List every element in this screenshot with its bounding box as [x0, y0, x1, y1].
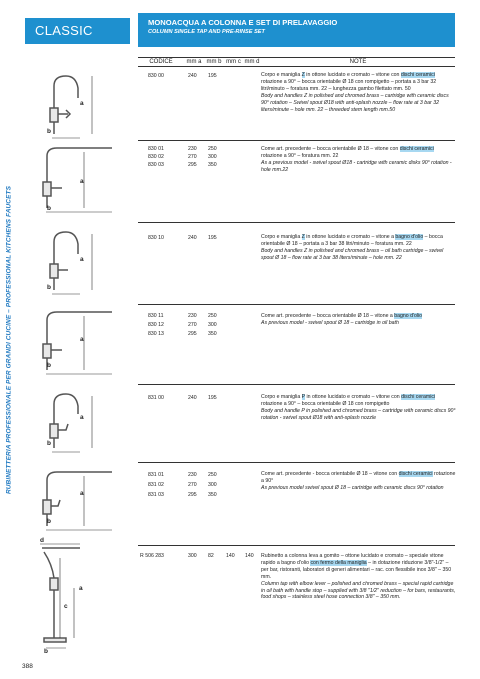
a-cell: 295 [188, 492, 197, 498]
col-header-code: CODICE [138, 57, 184, 67]
code-cell: 830 13 [148, 331, 164, 337]
row-separator [138, 304, 455, 305]
dim-label-c: c [64, 603, 68, 610]
a-cell: 230 [188, 313, 197, 319]
b-cell: 250 [208, 313, 217, 319]
code-cell: R 506 283 [140, 553, 164, 559]
col-header-b: mm b [204, 57, 224, 67]
row-separator [138, 140, 455, 141]
faucet-drawing-831-01 [22, 466, 122, 534]
page-title: MONOACQUA A COLONNA E SET DI PRELAVAGGIO [148, 18, 338, 27]
note-english: Column tap with elbow lever – polished and chromed brass – special rapid cartridge in oil bath with handle stop – supplied with 3/8 "1/2" reduction – for bars, restaurants, food shops – stainless steel hose connection 3/8" – 350 mm. [261, 580, 456, 601]
note-highlight: Z [301, 234, 305, 240]
c-cell: 140 [226, 553, 235, 559]
dim-label-a: a [80, 490, 84, 497]
code-cell: 830 02 [148, 154, 164, 160]
code-cell: 830 12 [148, 322, 164, 328]
faucet-drawing-R506283 [22, 538, 122, 658]
page-subtitle: COLUMN SINGLE TAP AND PRE-RINSE SET [148, 29, 265, 35]
code-cell: 830 11 [148, 313, 164, 319]
dim-label-a: a [80, 336, 84, 343]
a-cell: 230 [188, 472, 197, 478]
col-header-d: mm d [244, 59, 260, 65]
note-cell [261, 313, 456, 327]
note-text: Come art. precedente - bocca orientabile Ø 18 – vitone con [261, 471, 399, 477]
dim-label-a: a [80, 414, 84, 421]
dim-label-b: b [47, 440, 51, 447]
b-cell: 195 [208, 395, 217, 401]
note-text: in ottone lucidato e cromato – vitone con [304, 72, 401, 78]
faucet-drawing-831-00 [22, 388, 122, 456]
b-cell: 350 [208, 331, 217, 337]
row-separator [138, 222, 455, 223]
note-highlight: dischi ceramici [400, 72, 435, 78]
b-cell: 195 [208, 235, 217, 241]
note-highlight: P [301, 394, 306, 400]
note-text: in ottone lucidato e cromato – vitone a [304, 234, 396, 240]
faucet-drawing-830-00 [22, 68, 122, 140]
row-separator [138, 384, 455, 385]
note-text: rotazione a 90° – bocca orientabile Ø 18 con rompigetto [261, 400, 390, 407]
a-cell: 270 [188, 482, 197, 488]
note-highlight: dischi ceramici [398, 471, 433, 477]
faucet-drawing-830-10 [22, 226, 122, 298]
dim-label-a: a [80, 178, 84, 185]
row-separator [138, 462, 455, 463]
b-cell: 250 [208, 146, 217, 152]
note-highlight: dischi ceramici [399, 146, 434, 152]
note-text: in ottone lucidato e cromato – vitone con [305, 394, 402, 400]
code-cell: 831 03 [148, 492, 164, 498]
faucet-drawing-830-11 [22, 306, 122, 378]
note-cell [261, 553, 456, 601]
faucet-drawing-830-01 [22, 142, 122, 217]
a-cell: 240 [188, 235, 197, 241]
a-cell: 240 [188, 395, 197, 401]
note-cell [261, 146, 456, 174]
a-cell: 240 [188, 73, 197, 79]
header-band [138, 13, 455, 47]
dim-label-b: b [47, 518, 51, 525]
note-highlight: Z [301, 72, 305, 78]
code-cell: 830 00 [148, 73, 164, 79]
note-text: rotazione a 90° – foratura mm. 22 [261, 152, 339, 159]
note-highlight: bagno d'olio [394, 313, 423, 319]
note-cell [261, 234, 456, 262]
dim-label-b: b [47, 362, 51, 369]
row-separator [138, 545, 455, 546]
b-cell: 350 [208, 492, 217, 498]
col-header-a: mm a [184, 57, 204, 67]
code-cell: 830 03 [148, 162, 164, 168]
note-text: Come art. precedente – bocca orientabile Ø 18 – vitone a [261, 313, 395, 319]
code-cell: 830 01 [148, 146, 164, 152]
dim-label-b: b [44, 648, 48, 655]
note-highlight: bagno d'olio [395, 234, 424, 240]
dim-label-b: b [47, 284, 51, 291]
a-cell: 300 [188, 553, 197, 559]
b-cell: 300 [208, 482, 217, 488]
col-header-note: NOTE [261, 57, 455, 67]
note-highlight: dischi ceramici [401, 394, 436, 400]
note-english: As a previous model - swivel spout Ø18 - cartridge with ceramic disks 90° rotation - hole mm.22 [261, 159, 452, 173]
dim-label-d: d [40, 537, 44, 544]
code-cell: 831 00 [148, 395, 164, 401]
note-text: Rubinetto a colonna leva a gomito – ottone lucidato e cromato – speciale vitone rapido a bagno d'olio [261, 553, 444, 566]
note-text: Corpo e maniglia [261, 72, 302, 78]
table-top-rule [138, 57, 455, 58]
note-english: Body and handles Z in polished and chromed brass – cartridge with ceramic discs 90° rotation – Swivel spout Ø18 with anti-splash nozzle – flow rate at 3 bar 32 liters/minute – hole mm. 22 – threeded stem length mm.50 [261, 92, 449, 113]
brand-label: CLASSIC [25, 18, 130, 44]
dim-label-b: b [47, 128, 51, 135]
note-english: As previous model - swivel spout Ø 18 – cartridge in oil bath [261, 319, 399, 326]
a-cell: 230 [188, 146, 197, 152]
d-cell: 140 [245, 553, 254, 559]
page-number: 388 [22, 663, 33, 670]
dim-label-a: a [80, 100, 84, 107]
note-cell [261, 471, 456, 492]
note-cell [261, 394, 456, 422]
dim-label-a: a [79, 585, 83, 592]
note-english: Body and handle P in polished and chromed brass – cartridge with ceramic discs 90° rotation - swivel spout Ø18 with anti-splash nozzle [261, 407, 456, 421]
note-text: rotazione a 90° [261, 471, 456, 484]
note-text: Come art. precedente – bocca orientabile Ø 18 – vitone con [261, 146, 400, 152]
note-text: – in dotazione riduzione 3/8"-1/2" – per bar, ristoranti, laboratori di generi alimentari – rac. con flessibile inox 3/8" – 350 mm. [261, 559, 452, 580]
side-banner [2, 95, 16, 585]
b-cell: 250 [208, 472, 217, 478]
code-cell: 831 01 [148, 472, 164, 478]
b-cell: 82 [208, 553, 214, 559]
note-english: As previous model swivel spout Ø 18 – cartridge with ceramic discs 90° rotation [261, 484, 444, 491]
a-cell: 295 [188, 331, 197, 337]
b-cell: 300 [208, 154, 217, 160]
col-header-c: mm c [224, 57, 243, 67]
dim-label-b: b [47, 205, 51, 212]
b-cell: 300 [208, 322, 217, 328]
side-text: RUBINETTERIA PROFESSIONALE PER GRANDI CUCINE – PROFESSIONAL KITCHENS FAUCETS [5, 185, 13, 495]
a-cell: 270 [188, 322, 197, 328]
note-cell [261, 72, 456, 113]
a-cell: 295 [188, 162, 197, 168]
note-text: – bocca orientabile Ø 18 – portata a 3 bar 38 litri/minuto – foratura mm. 22 [261, 234, 443, 247]
note-text: Corpo e maniglia [261, 234, 302, 240]
note-english: Body and handles Z in polished and chromed brass – oil bath cartridge – swivel spout Ø 18 – flow rate at 3 bar 38 liters/minute – hole mm. 22 [261, 247, 444, 261]
b-cell: 350 [208, 162, 217, 168]
code-cell: 831 02 [148, 482, 164, 488]
b-cell: 195 [208, 73, 217, 79]
note-text: Corpo e maniglia [261, 394, 302, 400]
code-cell: 830 10 [148, 235, 164, 241]
note-text: rotazione a 90° – bocca orientabile Ø 18 con rompigetto – portata a 3 bar 32 litri/minuto – foratura mm. 22 – lunghezza gambo filettato mm. 50 [261, 78, 437, 92]
note-highlight: con fermo della maniglia [310, 559, 367, 566]
dim-label-a: a [80, 256, 84, 263]
a-cell: 270 [188, 154, 197, 160]
